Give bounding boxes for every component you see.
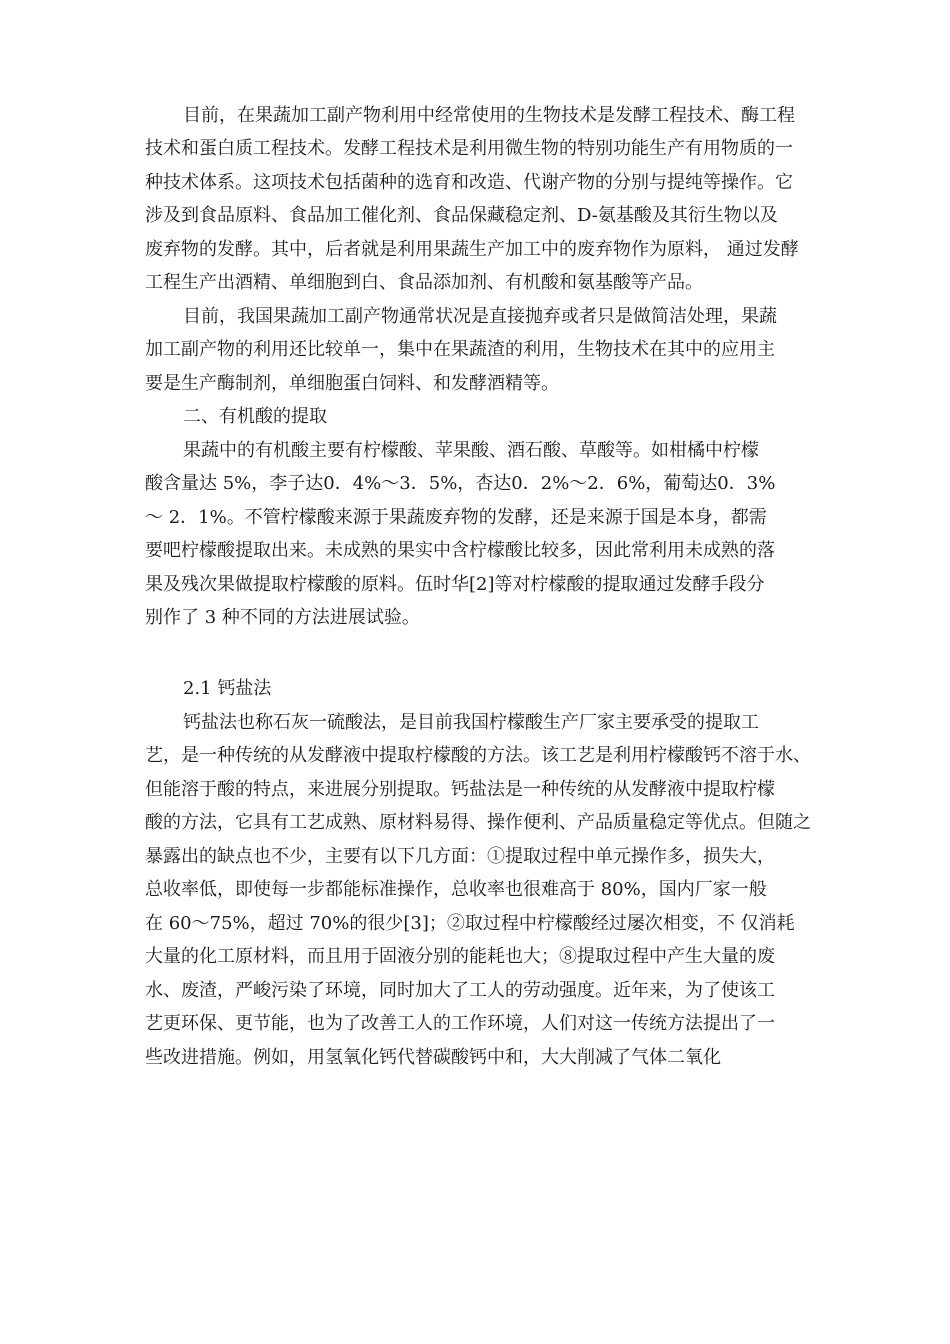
paragraph-line: 总收率低，即使每一步都能标准操作，总收率也很难高于 80%，国内厂家一般 — [145, 879, 767, 900]
paragraph-line: 暴露出的缺点也不少，主要有以下几方面：①提取过程中单元操作多，损失大， — [145, 846, 775, 867]
paragraph-line: 要是生产酶制剂，单细胞蛋白饲料、和发酵酒精等。 — [145, 373, 559, 394]
paragraph-line: 些改进措施。例如，用氢氧化钙代替碳酸钙中和，大大削减了气体二氧化 — [145, 1047, 721, 1068]
paragraph-line: 别作了 3 种不同的方法进展试验。 — [145, 607, 420, 628]
paragraph-line: 钙盐法也称石灰一硫酸法，是目前我国柠檬酸生产厂家主要承受的提取工 — [183, 712, 759, 733]
paragraph-line: 目前，在果蔬加工副产物利用中经常使用的生物技术是发酵工程技术、酶工程 — [183, 105, 795, 126]
paragraph-line: 种技术体系。这项技术包括菌种的选育和改造、代谢产物的分别与提纯等操作。它 — [145, 172, 793, 193]
paragraph-line: 水、废渣，严峻污染了环境，同时加大了工人的劳动强度。近年来，为了使该工 — [145, 980, 775, 1001]
paragraph-line: 涉及到食品原料、食品加工催化剂、食品保藏稳定剂、D-氨基酸及其衍生物以及 — [145, 205, 778, 226]
paragraph-line: 在 60～75%，超过 70%的很少[3]；②取过程中柠檬酸经过屡次相变，不 仅消耗 — [145, 913, 795, 934]
paragraph-line: 艺，是一种传统的从发酵液中提取柠檬酸的方法。该工艺是利用柠檬酸钙不溶于水、 — [145, 745, 811, 766]
paragraph-line: 废弃物的发酵。其中，后者就是利用果蔬生产加工中的废弃物作为原料， 通过发酵 — [145, 239, 799, 260]
paragraph-line: 但能溶于酸的特点，来进展分别提取。钙盐法是一种传统的从发酵液中提取柠檬 — [145, 779, 775, 800]
paragraph-line: 加工副产物的利用还比较单一，集中在果蔬渣的利用，生物技术在其中的应用主 — [145, 339, 775, 360]
paragraph-line: 目前，我国果蔬加工副产物通常状况是直接抛弃或者只是做简洁处理，果蔬 — [183, 306, 777, 327]
paragraph-line: 大量的化工原材料，而且用于固液分别的能耗也大；⑧提取过程中产生大量的废 — [145, 946, 775, 967]
section-heading: 二、有机酸的提取 — [183, 406, 327, 427]
paragraph-line: 工程生产出酒精、单细胞到白、食品添加剂、有机酸和氨基酸等产品。 — [145, 272, 703, 293]
paragraph-line: 酸含量达 5%，李子达0．4%～3．5%，杏达0．2%～2．6%，葡萄达0．3% — [145, 473, 776, 494]
subsection-heading: 2.1 钙盐法 — [183, 678, 272, 699]
paragraph-line: 果蔬中的有机酸主要有柠檬酸、苹果酸、酒石酸、草酸等。如柑橘中柠檬 — [183, 440, 759, 461]
paragraph-line: 艺更环保、更节能，也为了改善工人的工作环境，人们对这一传统方法提出了一 — [145, 1013, 775, 1034]
paragraph-line: 技术和蛋白质工程技术。发酵工程技术是利用微生物的特别功能生产有用物质的一 — [145, 138, 793, 159]
paragraph-line: 要吧柠檬酸提取出来。未成熟的果实中含柠檬酸比较多，因此常利用未成熟的落 — [145, 540, 775, 561]
paragraph-line: 酸的方法，它具有工艺成熟、原材料易得、操作便利、产品质量稳定等优点。但随之 — [145, 812, 811, 833]
paragraph-line: ～ 2．1%。不管柠檬酸来源于果蔬废弃物的发酵，还是来源于国是本身，都需 — [145, 507, 767, 528]
paragraph-line: 果及残次果做提取柠檬酸的原料。伍时华[2]等对柠檬酸的提取通过发酵手段分 — [145, 574, 765, 595]
